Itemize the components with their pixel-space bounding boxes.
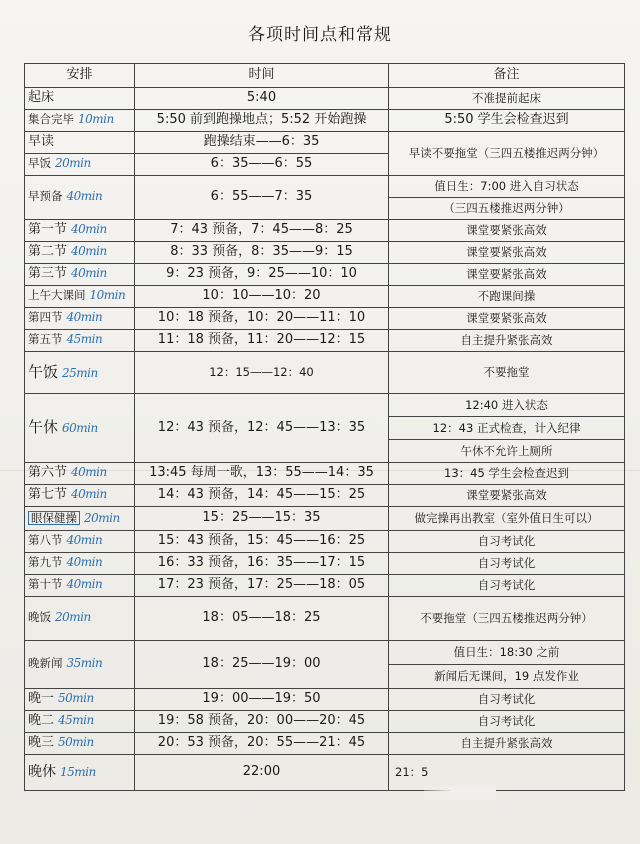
- table-row: [25, 132, 625, 154]
- table-row: [25, 394, 625, 417]
- time-cell: 15：25——15：35: [135, 507, 389, 531]
- activity-cell: [25, 711, 135, 733]
- remark-cell: 不要拖堂: [389, 352, 625, 394]
- table-row: [25, 286, 625, 308]
- table-row: [25, 689, 625, 711]
- time-cell: 10：18 预备，10：20——11：10: [135, 308, 389, 330]
- handwritten-duration: 40min: [66, 555, 103, 570]
- activity-cell: [25, 531, 135, 553]
- activity-cell: [25, 507, 135, 531]
- remark-cell: 自习考试化: [389, 689, 625, 711]
- remark-cell: 新闻后无课间，19 点发作业: [389, 665, 625, 689]
- handwritten-duration: 40min: [66, 577, 103, 592]
- activity-cell: [25, 597, 135, 641]
- activity-cell: [25, 485, 135, 507]
- time-cell: 17：23 预备，17：25——18：05: [135, 575, 389, 597]
- handwritten-duration: 10min: [89, 288, 126, 303]
- activity-label: 晚二: [28, 713, 55, 729]
- activity-label: 第四节: [28, 310, 63, 325]
- remark-cell: 自主提升紧张高效: [389, 733, 625, 755]
- table-row: [25, 507, 625, 531]
- remark-cell: 自习考试化: [389, 553, 625, 575]
- activity-label: 早饭: [28, 156, 51, 171]
- header-time: 时间: [135, 64, 389, 88]
- activity-cell: [25, 575, 135, 597]
- table-row: [25, 755, 625, 791]
- remark-cell: 13：45 学生会检查迟到: [389, 463, 625, 485]
- table-row: [25, 110, 625, 132]
- remark-cell: 不跑课间操: [389, 286, 625, 308]
- activity-cell: [25, 176, 135, 220]
- activity-cell: [25, 264, 135, 286]
- activity-cell: [25, 286, 135, 308]
- activity-label: 晚一: [28, 691, 55, 707]
- remark-cell: 21：5: [389, 755, 625, 791]
- activity-label: 早读: [28, 134, 55, 150]
- table-row: [25, 330, 625, 352]
- remark-cell: 不要拖堂（三四五楼推迟两分钟）: [389, 597, 625, 641]
- activity-cell: [25, 242, 135, 264]
- remark-cell: 午休不允许上厕所: [389, 440, 625, 463]
- remark-cell: 自习考试化: [389, 575, 625, 597]
- activity-label: 早预备: [28, 189, 63, 204]
- page-title: 各项时间点和常规: [248, 25, 392, 45]
- time-cell: 9：23 预备，9：25——10：10: [135, 264, 389, 286]
- table-row: [25, 733, 625, 755]
- activity-cell: [25, 733, 135, 755]
- time-cell: 5:40: [135, 88, 389, 110]
- table-row: [25, 531, 625, 553]
- remark-cell: 课堂要紧张高效: [389, 264, 625, 286]
- table-row: [25, 220, 625, 242]
- handwritten-duration: 40min: [66, 189, 103, 204]
- handwritten-duration: 50min: [58, 735, 94, 750]
- time-cell: 19：58 预备，20：00——20：45: [135, 711, 389, 733]
- time-cell: 11：18 预备，11：20——12：15: [135, 330, 389, 352]
- activity-label: 第九节: [28, 555, 63, 570]
- table-row: [25, 553, 625, 575]
- activity-label: 第一节: [28, 222, 68, 238]
- handwritten-duration: 20min: [55, 156, 91, 171]
- handwritten-duration: 15min: [60, 764, 96, 779]
- activity-label: 第十节: [28, 577, 63, 592]
- handwritten-duration: 40min: [71, 244, 107, 259]
- remark-cell: 课堂要紧张高效: [389, 485, 625, 507]
- activity-label: 第七节: [28, 487, 68, 503]
- table-header-row: [25, 64, 625, 88]
- time-cell: 18：05——18：25: [135, 597, 389, 641]
- activity-cell: [25, 689, 135, 711]
- activity-label: 第六节: [28, 465, 68, 481]
- time-cell: 14：43 预备，14：45——15：25: [135, 485, 389, 507]
- handwritten-duration: 40min: [71, 465, 107, 480]
- handwritten-duration: 45min: [58, 713, 94, 728]
- table-row: [25, 242, 625, 264]
- activity-label: 集合完毕: [28, 112, 74, 127]
- activity-cell: [25, 220, 135, 242]
- paper-fold-line: [0, 470, 640, 471]
- time-cell: 15：43 预备，15：45——16：25: [135, 531, 389, 553]
- remark-cell: 值日生：18:30 之前: [389, 641, 625, 665]
- time-cell: 10：10——10：20: [135, 286, 389, 308]
- header-remark: 备注: [389, 64, 625, 88]
- handwritten-duration: 20min: [55, 610, 91, 625]
- activity-label: 晚新闻: [28, 656, 63, 671]
- handwritten-duration: 50min: [58, 691, 94, 706]
- activity-label: 起床: [28, 90, 55, 106]
- activity-cell: [25, 553, 135, 575]
- time-cell: 12：15——12：40: [135, 352, 389, 394]
- time-cell: 18：25——19：00: [135, 641, 389, 689]
- time-cell: 16：33 预备，16：35——17：15: [135, 553, 389, 575]
- remark-cell: 不准提前起床: [389, 88, 625, 110]
- remark-cell: （三四五楼推迟两分钟）: [389, 198, 625, 220]
- time-cell: 13:45 每周一歌，13：55——14：35: [135, 463, 389, 485]
- time-cell: 20：53 预备，20：55——21：45: [135, 733, 389, 755]
- header-arrangement: 安排: [25, 64, 135, 88]
- remark-cell: 12：43 正式检查，计入纪律: [389, 417, 625, 440]
- activity-cell: [25, 154, 135, 176]
- table-row: [25, 575, 625, 597]
- schedule-table: [24, 63, 625, 791]
- activity-label: 晚三: [28, 735, 55, 751]
- activity-label: 上午大课间: [28, 288, 86, 303]
- handwritten-duration: 40min: [71, 266, 107, 281]
- activity-label: 晚休: [28, 763, 56, 780]
- table-row: [25, 641, 625, 665]
- time-cell: 12：43 预备，12：45——13：35: [135, 394, 389, 463]
- table-row: [25, 485, 625, 507]
- time-cell: 19：00——19：50: [135, 689, 389, 711]
- handwritten-duration: 35min: [66, 656, 103, 671]
- time-cell: 6：35——6：55: [135, 154, 389, 176]
- remark-cell: 课堂要紧张高效: [389, 220, 625, 242]
- table-row: [25, 88, 625, 110]
- handwritten-duration: 45min: [66, 332, 103, 347]
- table-row: [25, 264, 625, 286]
- activity-cell: [25, 394, 135, 463]
- activity-label: 午休: [28, 418, 59, 437]
- activity-cell: [25, 308, 135, 330]
- handwritten-duration: 60min: [62, 421, 98, 436]
- time-cell: 8：33 预备，8：35——9：15: [135, 242, 389, 264]
- handwritten-duration: 40min: [66, 310, 103, 325]
- activity-label: 第八节: [28, 533, 63, 548]
- remark-cell: 做完操再出教室（室外值日生可以）: [389, 507, 625, 531]
- time-cell: 22:00: [135, 755, 389, 791]
- handwritten-duration: 40min: [71, 222, 107, 237]
- activity-cell: [25, 330, 135, 352]
- activity-cell: [25, 352, 135, 394]
- handwritten-duration: 40min: [71, 487, 107, 502]
- time-cell: 7：43 预备，7：45——8：25: [135, 220, 389, 242]
- activity-cell: [25, 463, 135, 485]
- time-cell: 跑操结束——6：35: [135, 132, 389, 154]
- remark-cell: 课堂要紧张高效: [389, 308, 625, 330]
- remark-cell: 12:40 进入状态: [389, 394, 625, 417]
- handwritten-duration: 25min: [62, 365, 98, 380]
- table-row: [25, 352, 625, 394]
- remark-cell: 自习考试化: [389, 531, 625, 553]
- faded-overlay: [424, 786, 496, 800]
- activity-cell: [25, 88, 135, 110]
- remark-cell: 课堂要紧张高效: [389, 242, 625, 264]
- table-row: [25, 176, 625, 198]
- activity-label: 第二节: [28, 244, 68, 260]
- table-row: [25, 308, 625, 330]
- activity-cell: [25, 132, 135, 154]
- activity-label: 第三节: [28, 266, 68, 282]
- handwritten-duration: 10min: [78, 112, 114, 127]
- handwritten-duration: 20min: [84, 510, 120, 525]
- remark-cell: 早读不要拖堂（三四五楼推迟两分钟）: [389, 132, 625, 176]
- time-cell: 5:50 前到跑操地点；5:52 开始跑操: [135, 110, 389, 132]
- remark-cell: 自习考试化: [389, 711, 625, 733]
- table-row: [25, 597, 625, 641]
- activity-cell: [25, 641, 135, 689]
- table-row: [25, 463, 625, 485]
- activity-label: 晚饭: [28, 610, 51, 625]
- remark-cell: 自主提升紧张高效: [389, 330, 625, 352]
- table-row: [25, 711, 625, 733]
- time-cell: 6：55——7：35: [135, 176, 389, 220]
- handwritten-duration: 40min: [66, 533, 103, 548]
- activity-cell: [25, 755, 135, 791]
- remark-cell: 值日生：7:00 进入自习状态: [389, 176, 625, 198]
- activity-label: 眼保健操: [28, 511, 80, 526]
- activity-cell: [25, 110, 135, 132]
- activity-label: 午饭: [28, 362, 59, 381]
- remark-cell: 5:50 学生会检查迟到: [389, 110, 625, 132]
- activity-label: 第五节: [28, 332, 63, 347]
